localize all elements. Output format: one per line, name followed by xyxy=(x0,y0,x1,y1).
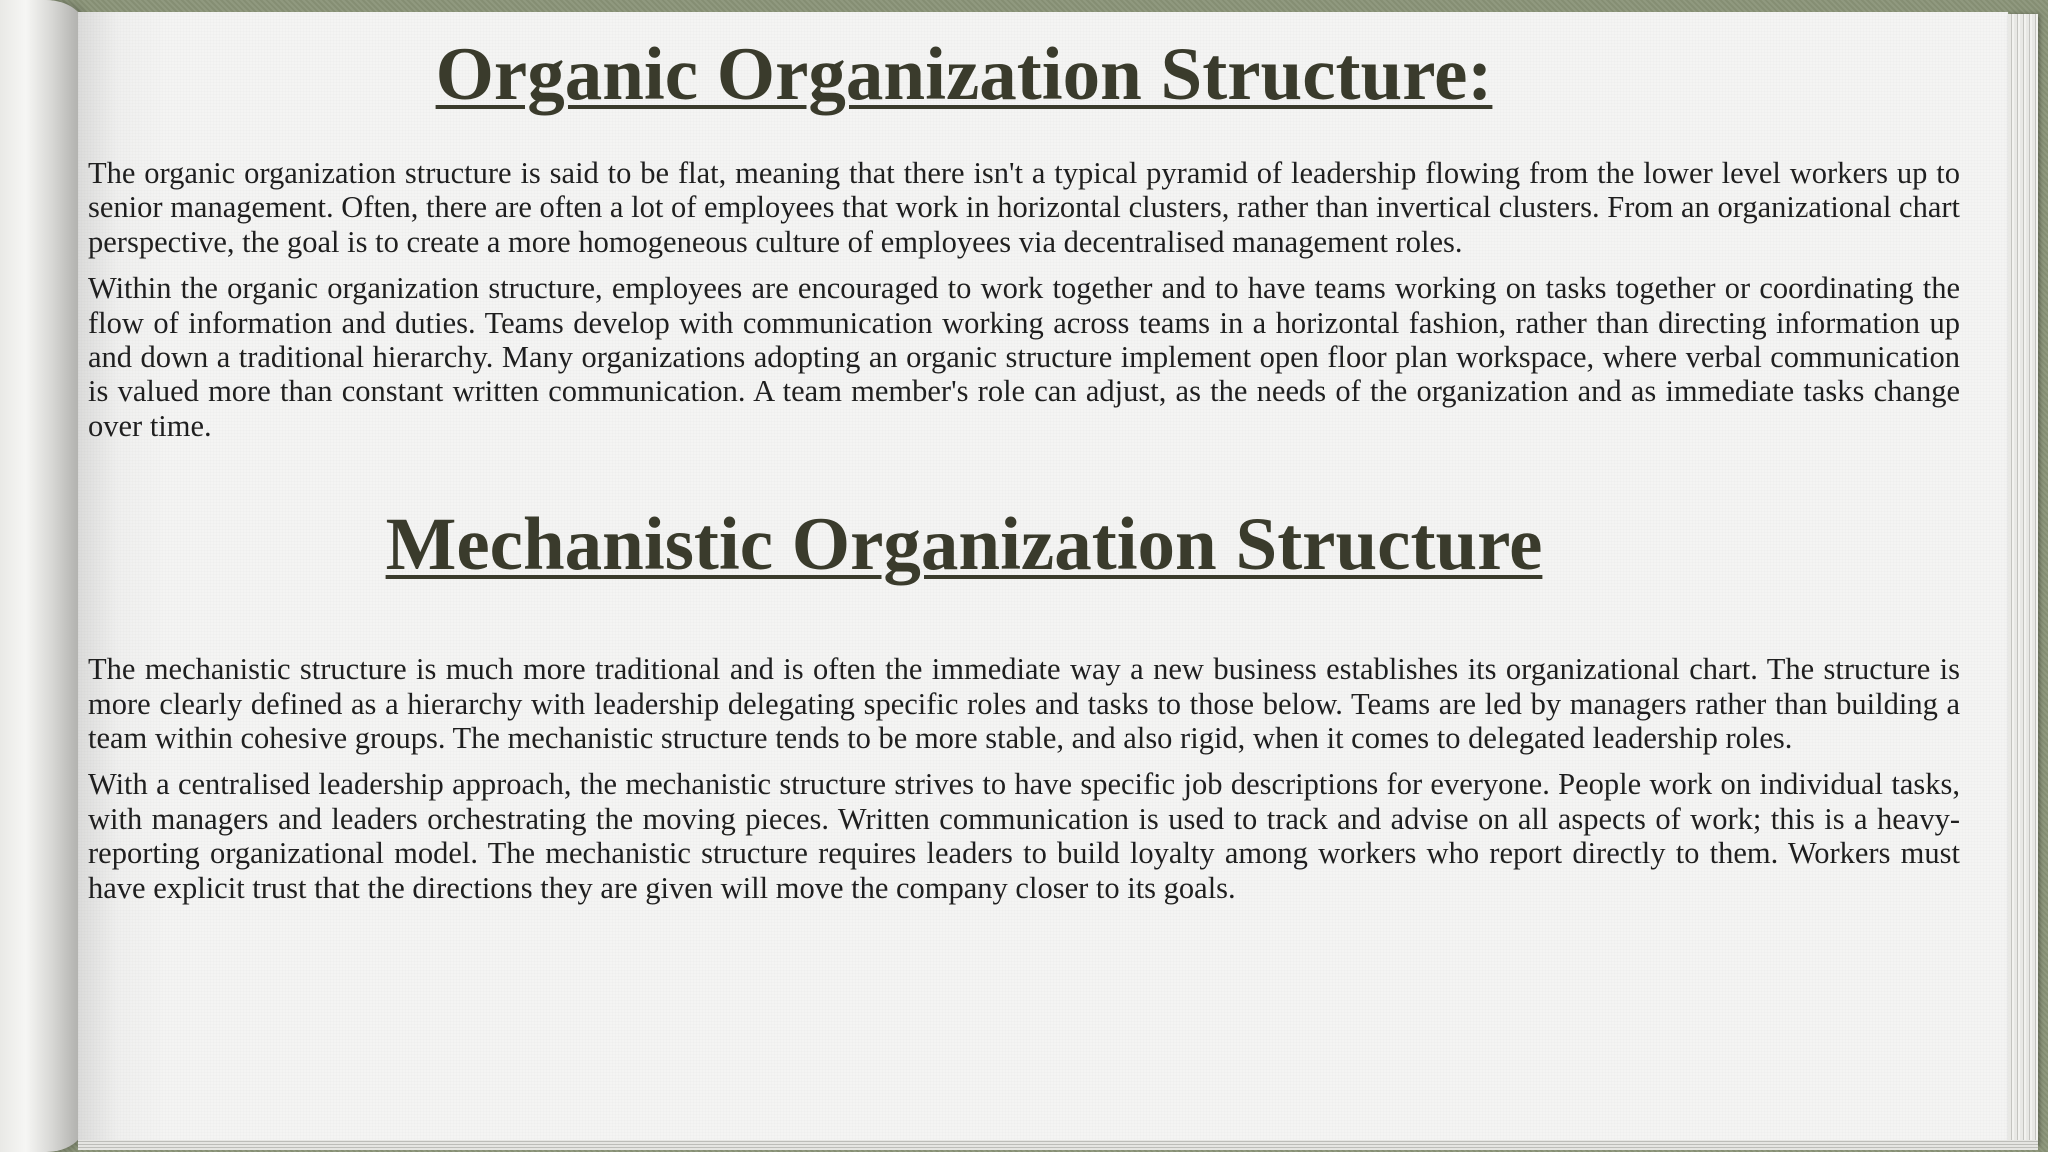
section-heading-organic: Organic Organization Structure: xyxy=(435,33,1493,116)
paragraph-mechanistic-1: The mechanistic structure is much more traditional and is often the immediate way a new business establishes its organizational chart. The structure is more clearly defined as a hierarchy with leadership delegating specific roles and tasks to those below. Teams are led by managers rather than building a team within cohesive groups. The mechanistic structure tends to be more stable, and also rigid, when it comes to delegated leadership roles. xyxy=(88,652,1960,756)
paragraph-mechanistic-2: With a centralised leadership approach, the mechanistic structure strives to have specific job descriptions for everyone. People work on individual tasks, with managers and leaders orchestrating the moving pieces. Written communication is used to track and advise on all aspects of work; this is a heavy-reporting organizational model. The mechanistic structure requires leaders to build loyalty among workers who report directly to them. Workers must have explicit trust that the directions they are given will move the company closer to its goals. xyxy=(88,767,1960,905)
paragraph-organic-1: The organic organization structure is said to be flat, meaning that there isn't a typical pyramid of leadership flowing from the lower level workers up to senior management. Often, there are often a lot of employees that work in horizontal clusters, rather than invertical clusters. From an organizational chart perspective, the goal is to create a more homogeneous culture of employees via decentralised management roles. xyxy=(88,156,1960,259)
paragraph-organic-2: Within the organic organization structure, employees are encouraged to work together and to have teams working on tasks together or coordinating the flow of information and duties. Teams develop with communication working across teams in a horizontal fashion, rather than directing information up and down a traditional hierarchy. Many organizations adopting an organic structure implement open floor plan workspace, where verbal communication is valued more than constant written communication. A team member's role can adjust, as the needs of the organization and as immediate tasks change over time. xyxy=(88,271,1960,443)
page-stack-bottom xyxy=(78,1140,2038,1150)
page-stack-edge xyxy=(2008,14,2038,1146)
page-content xyxy=(88,30,1960,905)
section-heading-mechanistic: Mechanistic Organization Structure xyxy=(385,503,1543,587)
